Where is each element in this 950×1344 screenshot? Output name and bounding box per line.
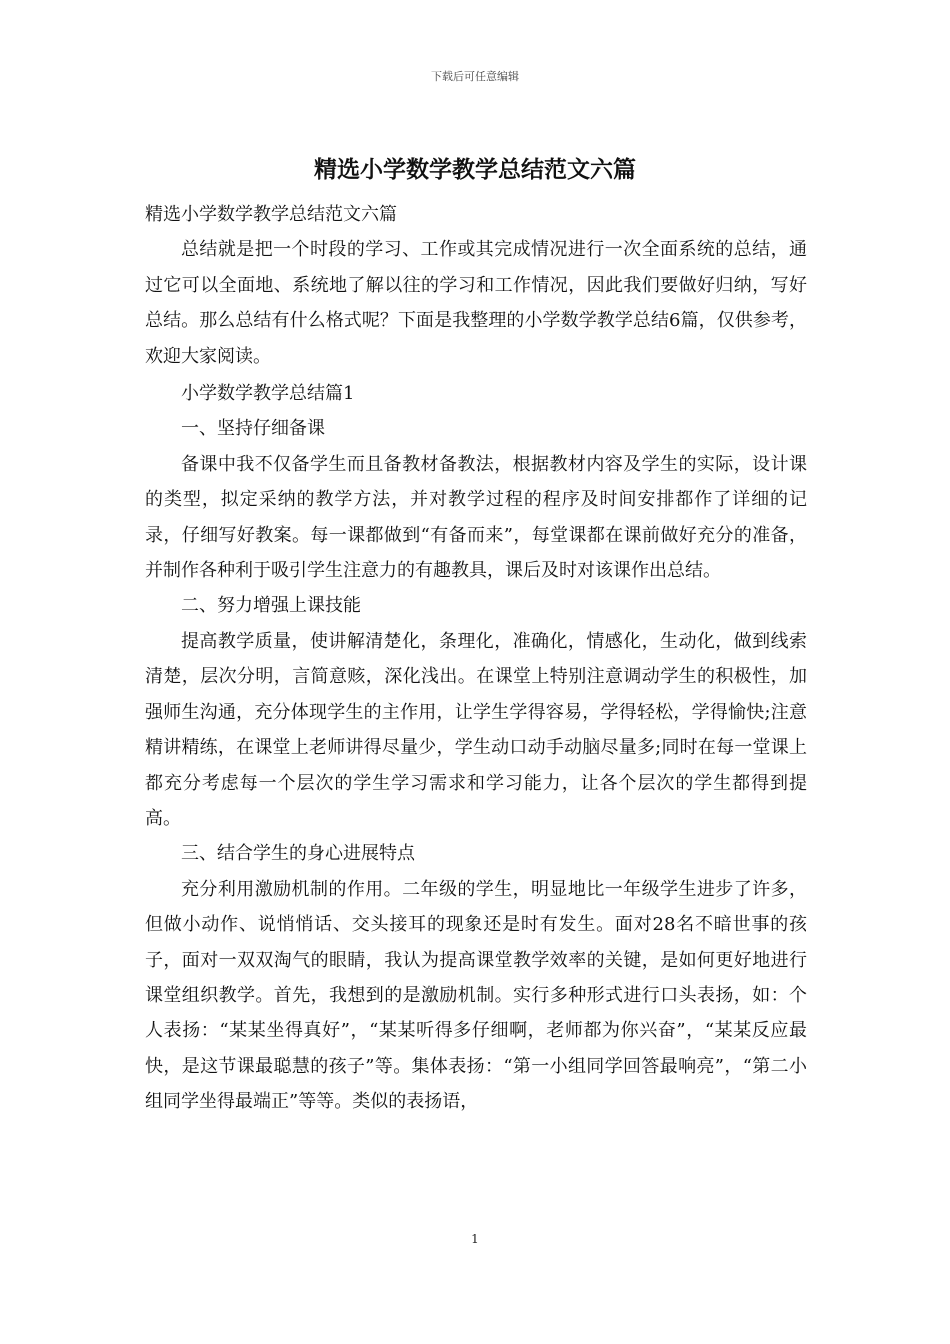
paragraph-1: 备课中我不仅备学生而且备教材备教法，根据教材内容及学生的实际，设计课的类型，拟定采纳的教学方法，并对教学过程的程序及时间安排都作了详细的记录，仔细写好教案。每一课都做到“有备而来”，每堂课都在课前做好充分的准备，并制作各种利于吸引学生注意力的有趣教具，课后及时对该课作出总结。 [145,453,807,582]
header-note: 下载后可任意编辑 [431,70,519,83]
paragraph-2: 提高教学质量，使讲解清楚化，条理化，准确化，情感化，生动化，做到线索清楚，层次分明，言简意赅，深化浅出。在课堂上特别注意调动学生的积极性，加强师生沟通，充分体现学生的主作用，让学生学得容易，学得轻松，学得愉快;注意精讲精练，在课堂上老师讲得尽量少，学生动口动手动脑尽量多;同时在每一堂课上都充分考虑每一个层次的学生学习需求和学习能力，让各个层次的学生都得到提高。 [145,630,807,829]
document-subtitle: 精选小学数学教学总结范文六篇 [145,204,397,225]
document-title: 精选小学数学教学总结范文六篇 [314,156,636,183]
heading-1: 一、坚持仔细备课 [181,418,325,440]
intro-paragraph: 总结就是把一个时段的学习、工作或其完成情况进行一次全面系统的总结，通过它可以全面地、系统地了解以往的学习和工作情况，因此我们要做好归纳，写好总结。那么总结有什么格式呢？下面是我整理的小学数学教学总结6篇，仅供参考，欢迎大家阅读。 [145,239,807,367]
document-body [145,197,807,1120]
heading-2: 二、努力增强上课技能 [181,595,361,617]
heading-3: 三、结合学生的身心进展特点 [181,843,415,865]
section-title: 小学数学教学总结篇1 [181,383,355,405]
page-number: 1 [471,1232,479,1246]
paragraph-3: 充分利用激励机制的作用。二年级的学生，明显地比一年级学生进步了许多，但做小动作、说悄悄话、交头接耳的现象还是时有发生。面对28名不暗世事的孩子，面对一双双淘气的眼睛，我认为提高课堂教学效率的关键，是如何更好地进行课堂组织教学。首先，我想到的是激励机制。实行多种形式进行口头表扬，如：个人表扬：“某某坐得真好”，“某某听得多仔细啊，老师都为你兴奋”，“某某反应最快，是这节课最聪慧的孩子”等。集体表扬：“第一小组同学回答最响亮”，“第二小组同学坐得最端正”等等。类似的表扬语， [145,878,807,1113]
